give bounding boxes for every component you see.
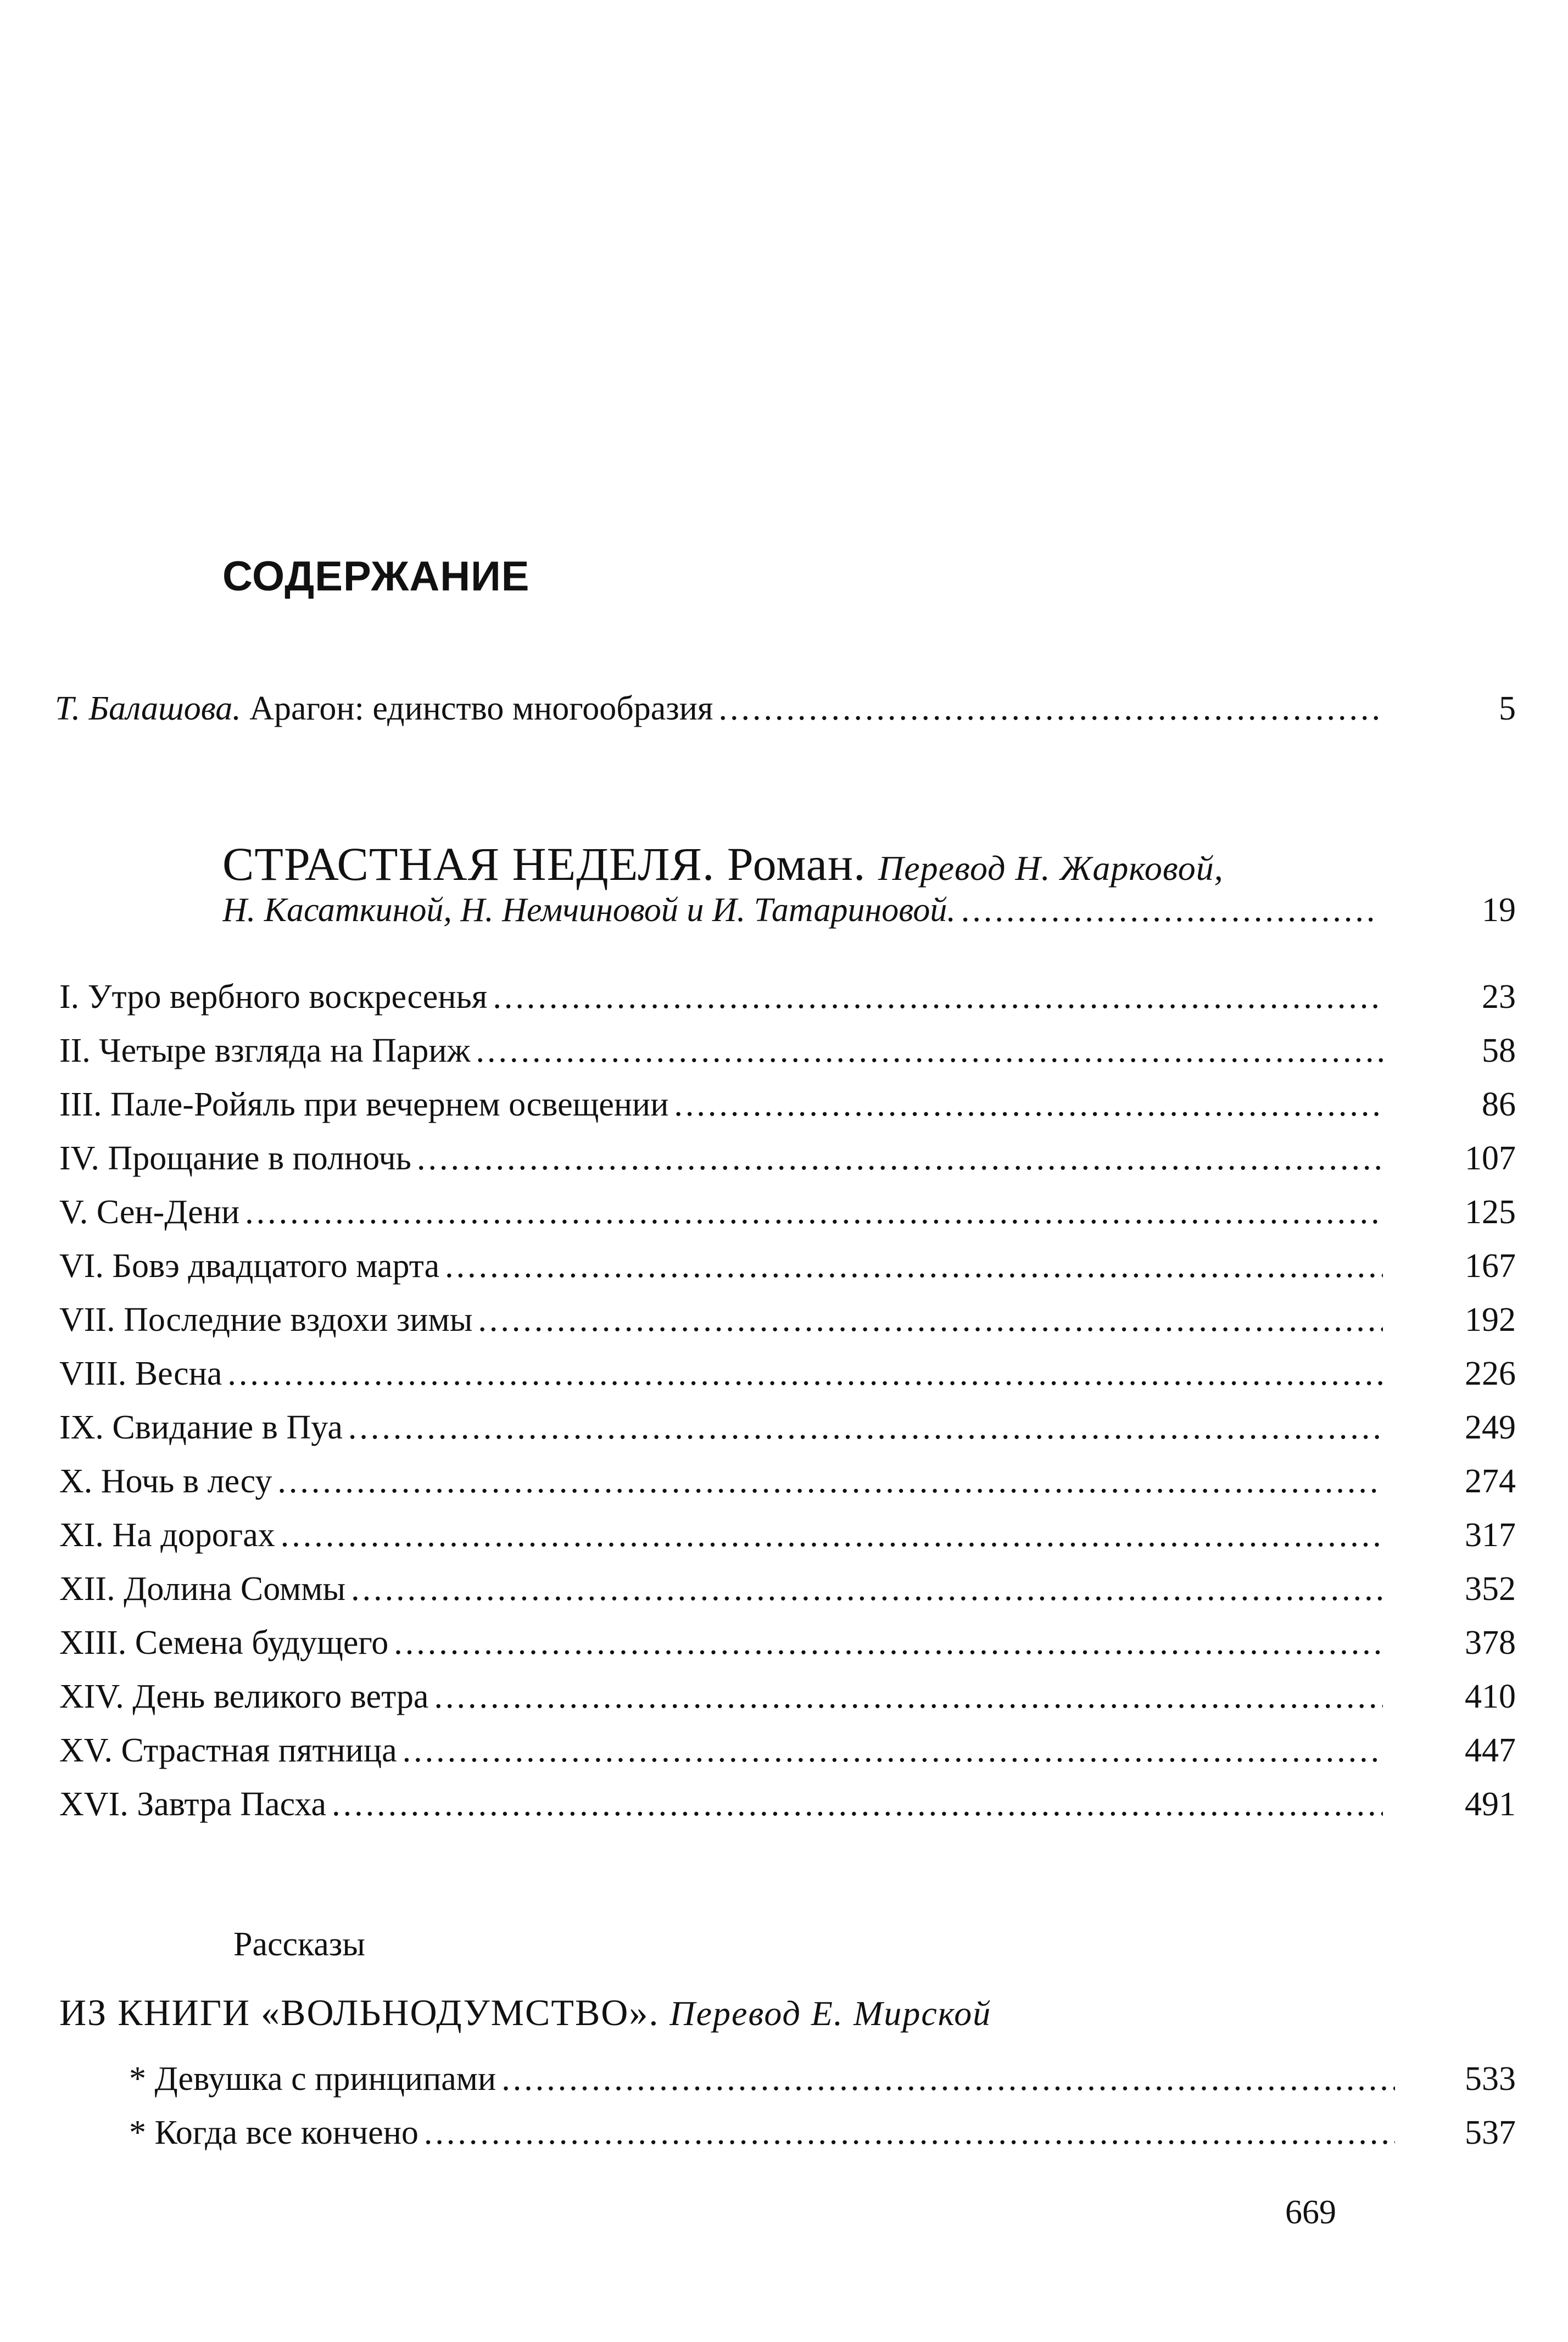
chapter-page: 192: [1465, 1301, 1516, 1339]
chapter-label: I. Утро вербного воскресенья: [59, 978, 488, 1016]
chapter-page: 125: [1465, 1194, 1516, 1231]
book-title-text: ИЗ КНИГИ «ВОЛЬНОДУМСТВО».: [59, 1992, 660, 2033]
leader-dots: [493, 978, 1383, 1017]
chapter-label: V. Сен-Дени: [59, 1194, 240, 1231]
chapter-label: VI. Бовэ двадцатого марта: [59, 1247, 440, 1285]
list-item: [59, 1085, 1516, 1139]
chapter-label: VIII. Весна: [59, 1355, 222, 1392]
list-item: [59, 1516, 1516, 1570]
leader-dots: [445, 1247, 1383, 1286]
chapter-page: 447: [1465, 1732, 1516, 1769]
list-item: [59, 1247, 1516, 1301]
leader-dots: [476, 1031, 1383, 1070]
chapter-page: 86: [1482, 1086, 1516, 1123]
novel-genre: Роман.: [727, 838, 866, 890]
chapter-page: 491: [1465, 1786, 1516, 1823]
page-number: 669: [1285, 2194, 1336, 2231]
leader-dots: [394, 1624, 1383, 1663]
leader-dots: [245, 1193, 1383, 1232]
list-item: [59, 1462, 1516, 1516]
story-page: 537: [1465, 2114, 1516, 2151]
leader-dots: [351, 1570, 1383, 1609]
story-page: 533: [1465, 2060, 1516, 2098]
chapter-page: 23: [1482, 978, 1516, 1016]
leader-dots: [961, 891, 1379, 930]
intro-entry: [55, 689, 1384, 733]
novel-translators-line1: Перевод Н. Жарковой,: [878, 849, 1224, 888]
chapter-page: 274: [1465, 1463, 1516, 1500]
chapter-page: 352: [1465, 1570, 1516, 1608]
chapter-label: XI. На дорогах: [59, 1516, 275, 1554]
leader-dots: [348, 1408, 1383, 1447]
page-title: СОДЕРЖАНИЕ: [222, 553, 530, 600]
chapter-label: XIV. День великого ветра: [59, 1678, 429, 1715]
chapter-page: 226: [1465, 1355, 1516, 1392]
story-label: * Когда все кончено: [129, 2114, 418, 2151]
list-item: [59, 1031, 1516, 1085]
novel-page: 19: [1482, 891, 1516, 929]
chapter-label: VII. Последние вздохи зимы: [59, 1301, 473, 1339]
chapter-page: 317: [1465, 1516, 1516, 1554]
list-item: [59, 1354, 1516, 1408]
leader-dots: [332, 1785, 1383, 1824]
leader-dots: [501, 2060, 1395, 2099]
book-translator: Перевод Е. Мирской: [669, 1994, 992, 2033]
chapter-label: X. Ночь в лесу: [59, 1463, 272, 1500]
chapter-label: III. Пале-Ройяль при вечернем освещении: [59, 1086, 669, 1123]
leader-dots: [674, 1085, 1383, 1124]
leader-dots: [227, 1354, 1383, 1393]
novel-title: [222, 840, 1224, 888]
list-item: [59, 1139, 1516, 1193]
stories-heading: Рассказы: [233, 1926, 365, 1963]
chapter-label: IX. Свидание в Пуа: [59, 1409, 343, 1446]
leader-dots: [403, 1731, 1383, 1770]
chapter-list: [59, 978, 1516, 1839]
chapter-page: 58: [1482, 1032, 1516, 1069]
chapter-page: 167: [1465, 1247, 1516, 1285]
list-item: [59, 978, 1516, 1031]
chapter-label: XVI. Завтра Пасха: [59, 1786, 327, 1823]
chapter-label: XV. Страстная пятница: [59, 1732, 397, 1769]
list-item: [129, 2060, 1516, 2114]
list-item: [59, 1408, 1516, 1462]
list-item: [59, 1193, 1516, 1247]
book-title: [59, 1991, 991, 2034]
novel-translators-entry: [222, 891, 1384, 935]
intro-page: 5: [1499, 690, 1516, 727]
list-item: [129, 2114, 1516, 2167]
novel-translators-line2: Н. Касаткиной, Н. Немчиновой и И. Татариновой.: [222, 891, 956, 929]
leader-dots: [417, 1139, 1383, 1178]
story-label: * Девушка с принципами: [129, 2060, 496, 2098]
chapter-page: 410: [1465, 1678, 1516, 1715]
leader-dots: [277, 1462, 1383, 1501]
list-item: [59, 1731, 1516, 1785]
list-item: [59, 1570, 1516, 1624]
leader-dots: [478, 1301, 1383, 1340]
story-list: [129, 2060, 1516, 2167]
list-item: [59, 1785, 1516, 1839]
list-item: [59, 1677, 1516, 1731]
novel-title-text: СТРАСТНАЯ НЕДЕЛЯ.: [222, 838, 715, 890]
chapter-page: 107: [1465, 1140, 1516, 1177]
leader-dots: [718, 689, 1379, 728]
intro-label: [55, 689, 713, 728]
list-item: [59, 1301, 1516, 1354]
leader-dots: [424, 2114, 1395, 2153]
chapter-page: 378: [1465, 1624, 1516, 1661]
leader-dots: [434, 1677, 1383, 1716]
chapter-label: XIII. Семена будущего: [59, 1624, 389, 1661]
chapter-label: IV. Прощание в полночь: [59, 1140, 411, 1177]
chapter-label: XII. Долина Соммы: [59, 1570, 346, 1608]
chapter-label: II. Четыре взгляда на Париж: [59, 1032, 471, 1069]
list-item: [59, 1624, 1516, 1677]
chapter-page: 249: [1465, 1409, 1516, 1446]
leader-dots: [281, 1516, 1383, 1555]
intro-title: Арагон: единство многообразия: [249, 690, 713, 727]
intro-author: Т. Балашова.: [55, 690, 241, 727]
